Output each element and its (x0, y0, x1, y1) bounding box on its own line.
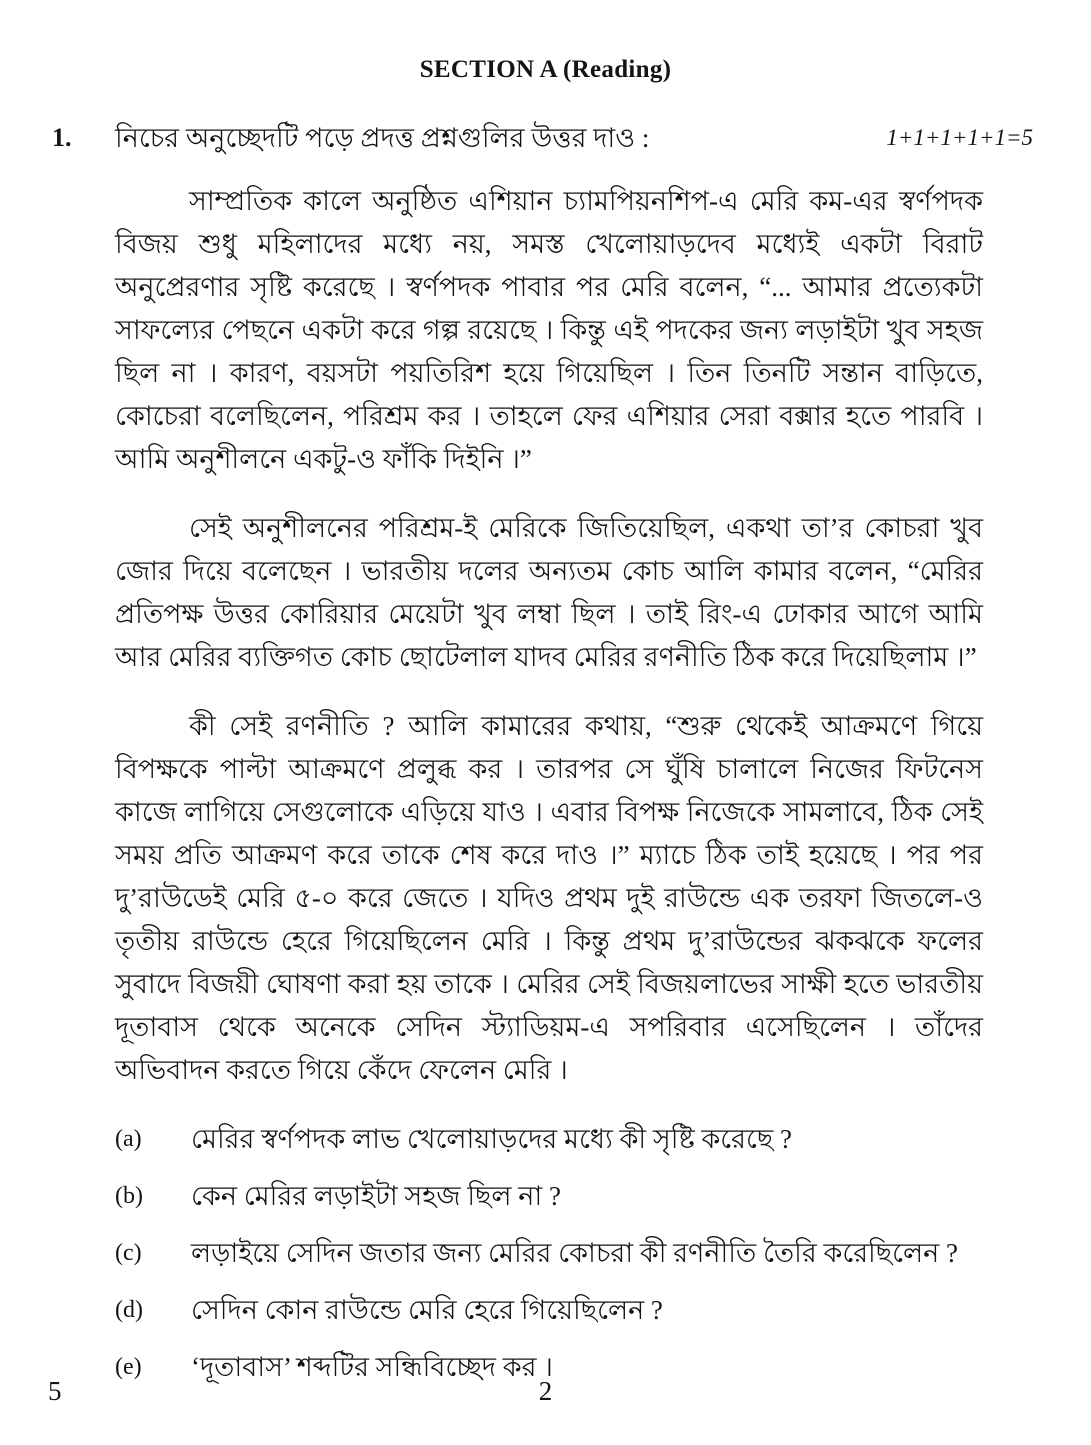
sub-question-d-text: সেদিন কোন রাউন্ডে মেরি হেরে গিয়েছিলেন ? (191, 1295, 663, 1325)
sub-question-c-label: (c) (115, 1240, 142, 1266)
page-number-center: 2 (538, 1376, 553, 1406)
question-prompt: নিচের অনুচ্ছেদটি পড়ে প্রদত্ত প্রশ্নগুলির উত্তর দাও : (115, 123, 650, 153)
passage-paragraph-1: সাম্প্রতিক কালে অনুষ্ঠিত এশিয়ান চ্যামপিয়নশিপ-এ মেরি কম-এর স্বর্ণপদক বিজয় শুধু মহিলাদের মধ্যে নয়, সমস্ত খেলোয়াড়দেব মধ্যেই একটা বিরাট অনুপ্রেরণার সৃষ্টি করেছে । স্বর্ণপদক পাবার পর মেরি বলেন, “... আমার প্রত্যেকটা সাফল্যের পেছনে একটা করে গল্প রয়েছে । কিন্তু এই পদকের জন্য লড়াইটা খুব সহজ ছিল না । কারণ, বয়সটা পয়তিরিশ হয়ে গিয়েছিল । তিন তিনটি সন্তান বাড়িতে, কোচেরা বলেছিলেন, পরিশ্রম কর । তাহলে ফের এশিয়ার সেরা বক্সার হতে পারবি । আমি অনুশীলনে একটু-ও ফাঁকি দিইনি ।” (115, 186, 983, 474)
sub-question-e-text: ‘দূতাবাস’ শব্দটির সন্ধিবিচ্ছেদ কর । (191, 1352, 553, 1382)
sub-question-e-label: (e) (115, 1354, 142, 1380)
sub-question-b-text: কেন মেরির লড়াইটা সহজ ছিল না ? (191, 1181, 561, 1211)
sub-question-b-label: (b) (115, 1183, 143, 1209)
section-title: SECTION A (Reading) (419, 56, 672, 83)
sub-question-d (115, 1289, 983, 1331)
sub-question-c-text: লড়াইয়ে সেদিন জতার জন্য মেরির কোচরা কী রণনীতি তৈরি করেছিলেন ? (191, 1238, 958, 1268)
sub-question-a (115, 1118, 983, 1160)
reading-passage (115, 180, 983, 1092)
question-marks: 1+1+1+1+1=5 (886, 125, 1033, 150)
sub-question-d-label: (d) (115, 1297, 143, 1323)
question-number: 1. (52, 123, 72, 152)
sub-question-b (115, 1175, 983, 1217)
sub-question-c (115, 1232, 983, 1274)
sub-question-a-text: মেরির স্বর্ণপদক লাভ খেলোয়াড়দের মধ্যে কী সৃষ্টি করেছে ? (191, 1124, 792, 1154)
sub-question-a-label: (a) (115, 1126, 142, 1152)
passage-paragraph-2: সেই অনুশীলনের পরিশ্রম-ই মেরিকে জিতিয়েছিল, একথা তা’র কোচরা খুব জোর দিয়ে বলেছেন । ভারতীয় দলের অন্যতম কোচ আলি কামার বলেন, “মেরির প্রতিপক্ষ উত্তর কোরিয়ার মেয়েটা খুব লম্বা ছিল । তাই রিং-এ ঢোকার আগে আমি আর মেরির ব্যক্তিগত কোচ ছোটেলাল যাদব মেরির রণনীতি ঠিক করে দিয়েছিলাম ।” (115, 513, 983, 672)
passage-paragraph-3: কী সেই রণনীতি ? আলি কামারের কথায়, “শুরু থেকেই আক্রমণে গিয়ে বিপক্ষকে পাল্টা আক্রমণে প্রলুব্ধ কর । তারপর সে ঘুঁষি চালালে নিজের ফিটনেস কাজে লাগিয়ে সেগুলোকে এড়িয়ে যাও । এবার বিপক্ষ নিজেকে সামলাবে, ঠিক সেই সময় প্রতি আক্রমণ করে তাকে শেষ করে দাও ।” ম্যাচে ঠিক তাই হয়েছে । পর পর দু’রাউডেই মেরি ৫-০ করে জেতে । যদিও প্রথম দুই রাউন্ডে এক তরফা জিতলে-ও তৃতীয় রাউন্ডে হেরে গিয়েছিলেন মেরি । কিন্তু প্রথম দু’রাউন্ডের ঝকঝকে ফলের সুবাদে বিজয়ী ঘোষণা করা হয় তাকে । মেরির সেই বিজয়লাভের সাক্ষী হতে ভারতীয় দূতাবাস থেকে অনেকে সেদিন স্ট্যাডিয়ম-এ সপরিবার এসেছিলেন । তাঁদের অভিবাদন করতে গিয়ে কেঁদে ফেলেন মেরি । (115, 711, 983, 1085)
question-header (52, 118, 1033, 158)
page-number-left: 5 (48, 1376, 62, 1406)
sub-question-list (115, 1118, 983, 1388)
